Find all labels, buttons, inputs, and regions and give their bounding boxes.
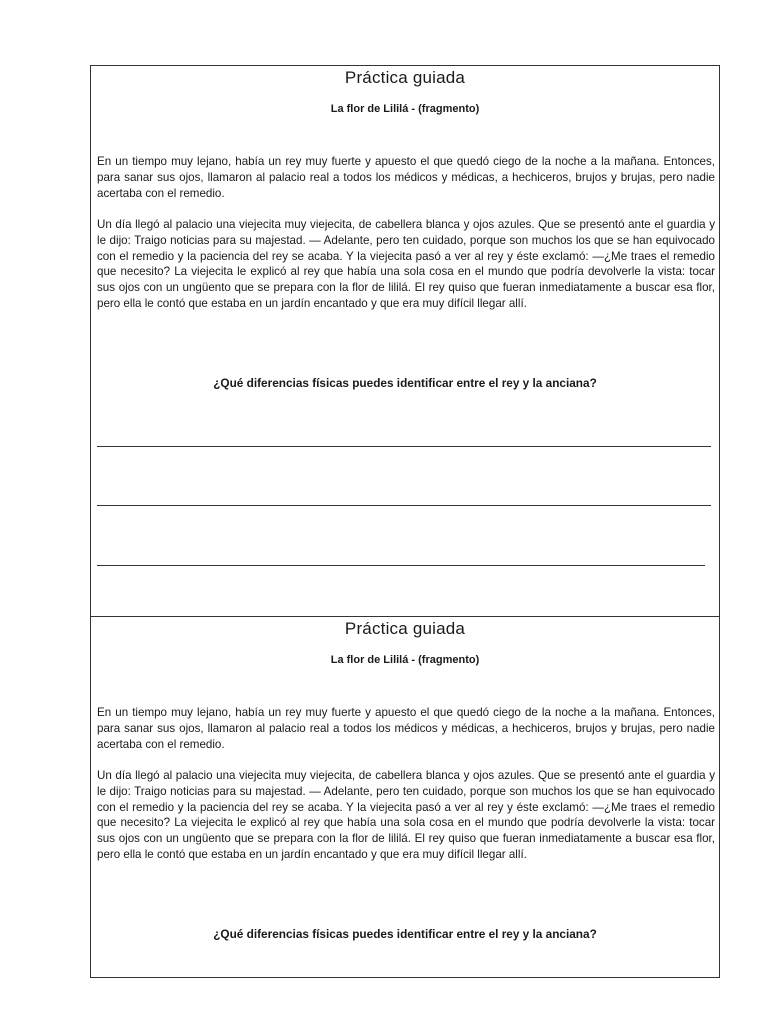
worksheet-title: Práctica guiada [344,68,466,87]
worksheet-subtitle: La flor de Lililá - (fragmento) [330,103,480,115]
answer-line-3[interactable] [97,565,705,566]
story-paragraph-1: En un tiempo muy lejano, había un rey muy fuerte y apuesto el que quedó ciego de la noche a la mañana. Entonces, para sanar sus ojos, llamaron al palacio real a todos los médicos y médicas, a hechiceros, brujos y brujas, pero nadie acertaba con el remedio. [97,706,715,751]
answer-line-1[interactable] [97,446,711,447]
question-prompt: ¿Qué diferencias físicas puedes identificar entre el rey y la anciana? [213,376,597,390]
story-paragraph-2: Un día llegó al palacio una viejecita muy viejecita, de cabellera blanca y ojos azules. Que se presentó ante el guardia y le dijo: Traigo noticias para su majestad. — Adelante, pero ten cuidado, porque son muchos los que se han equivocado con el remedio y la paciencia del rey se acaba. Y la viejecita pasó a ver al rey y éste exclamó: —¿Me traes el remedio que necesito? La viejecita le explicó al rey que había una sola cosa en el mundo que podría devolverle la vista: tocar sus ojos con un ungüento que se prepara con la flor de lililá. El rey quiso que fueran inmediatamente a buscar esa flor, pero ella le contó que estaba en un jardín encantado y que era muy difícil llegar allí. [97,769,715,861]
story-paragraph-1: En un tiempo muy lejano, había un rey muy fuerte y apuesto el que quedó ciego de la noche a la mañana. Entonces, para sanar sus ojos, llamaron al palacio real a todos los médicos y médicas, a hechiceros, brujos y brujas, pero nadie acertaba con el remedio. [97,155,715,200]
worksheet-card-1 [90,65,720,617]
worksheet-subtitle: La flor de Lililá - (fragmento) [330,654,480,666]
question-prompt: ¿Qué diferencias físicas puedes identificar entre el rey y la anciana? [213,927,597,941]
story-paragraph-2: Un día llegó al palacio una viejecita muy viejecita, de cabellera blanca y ojos azules. Que se presentó ante el guardia y le dijo: Traigo noticias para su majestad. — Adelante, pero ten cuidado, porque son muchos los que se han equivocado con el remedio y la paciencia del rey se acaba. Y la viejecita pasó a ver al rey y éste exclamó: —¿Me traes el remedio que necesito? La viejecita le explicó al rey que había una sola cosa en el mundo que podría devolverle la vista: tocar sus ojos con un ungüento que se prepara con la flor de lililá. El rey quiso que fueran inmediatamente a buscar esa flor, pero ella le contó que estaba en un jardín encantado y que era muy difícil llegar allí. [97,218,715,310]
worksheet-card-2 [90,616,720,978]
worksheet-title: Práctica guiada [344,619,466,638]
answer-line-2[interactable] [97,505,711,506]
